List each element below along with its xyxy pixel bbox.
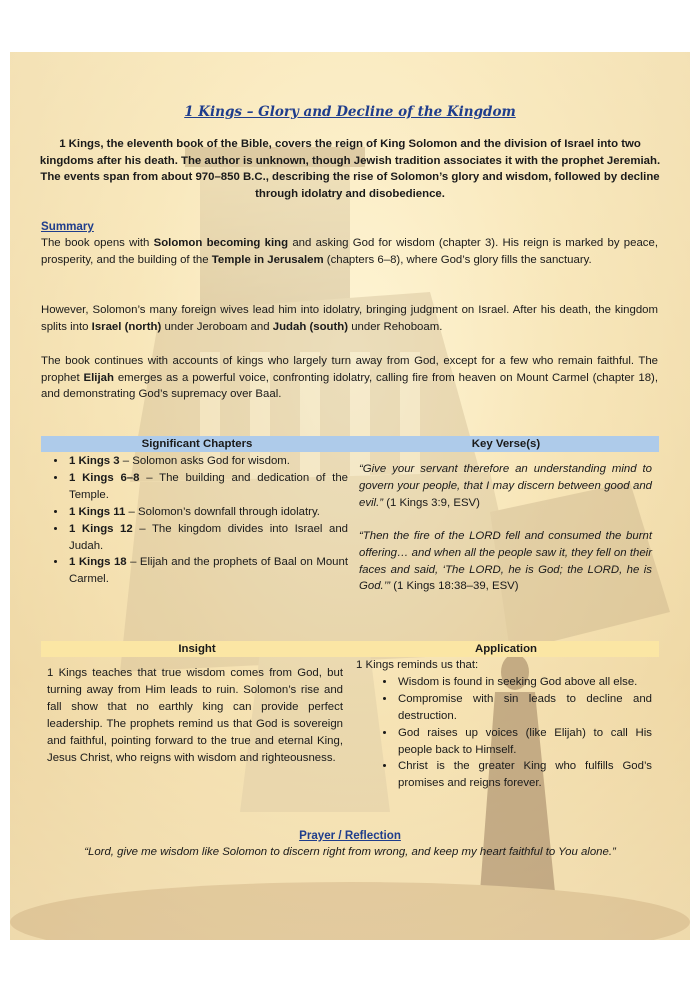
list-item: • 1 Kings 18 – Elijah and the prophets of Baal on Mount Carmel. (67, 554, 348, 588)
list-item: • 1 Kings 3 – Solomon asks God for wisdom. (67, 453, 348, 470)
chapters-heading: Significant Chapters (41, 436, 353, 452)
key-verses (359, 461, 652, 595)
summary-heading: Summary (41, 220, 94, 233)
application-lead: 1 Kings reminds us that: (356, 659, 479, 671)
chapters-list (41, 453, 348, 588)
list-item: • Christ is the greater King who fulfills God’s promises and reigns forever. (396, 758, 652, 792)
list-item: • 1 Kings 6–8 – The building and dedication of the Temple. (67, 470, 348, 504)
summary-paragraph-1: The book opens with Solomon becoming king and asking God for wisdom (chapter 3). His reign is marked by peace, prosperity, and the building of the Temple in Jerusalem (chapters 6–8), where God’s glory fills the sanctuary. (41, 237, 658, 266)
list-item: • God raises up voices (like Elijah) to call His people back to Himself. (396, 725, 652, 759)
list-item: • Compromise with sin leads to decline and destruction. (396, 691, 652, 725)
intro-paragraph: 1 Kings, the eleventh book of the Bible, covers the reign of King Solomon and the division of Israel into two kingdoms after his death. The author is unknown, though Jewish tradition associates it with the prophet Jeremiah. The events span from about 970–850 B.C., describing the rise of Solomon’s glory and wisdom, followed by decline through idolatry and disobedience. (39, 138, 661, 200)
document-page (10, 52, 690, 940)
summary-paragraph-2: However, Solomon’s many foreign wives lead him into idolatry, bringing judgment on Israel. After his death, the kingdom splits into Israel (north) under Jeroboam and Judah (south) under Rehoboam. (41, 304, 658, 333)
list-item: • 1 Kings 11 – Solomon’s downfall through idolatry. (67, 504, 348, 521)
page-title: 1 Kings – Glory and Decline of the Kingdom (184, 104, 516, 120)
key-verse-2: “Then the fire of the LORD fell and consumed the burnt offering… and when all the people saw it, they fell on their faces and said, ‘The LORD, he is God; the LORD, he is God.’” (1 Kings 18:38–39, ESV) (359, 529, 652, 593)
prayer-text: “Lord, give me wisdom like Solomon to discern right from wrong, and keep my heart faithful to You alone.” (84, 846, 616, 858)
prayer-heading: Prayer / Reflection (299, 829, 401, 842)
list-item: • 1 Kings 12 – The kingdom divides into Israel and Judah. (67, 521, 348, 555)
page-content (10, 52, 690, 940)
insight-heading: Insight (41, 641, 353, 657)
application-heading: Application (353, 641, 659, 657)
application-block (356, 657, 652, 792)
insight-text: 1 Kings teaches that true wisdom comes from God, but turning away from Him leads to ruin. Solomon’s rise and fall show that no earthly king can provide perfect leadership. The prophets remind us that God is sovereign and faithful, pointing forward to the true and eternal King, Jesus Christ, who reigns with wisdom and righteousness. (47, 667, 343, 764)
summary-paragraph-3: The book continues with accounts of kings who largely turn away from God, except for a few who remain faithful. The prophet Elijah emerges as a powerful voice, confronting idolatry, calling fire from heaven on Mount Carmel (chapter 18), and demonstrating God’s supremacy over Baal. (41, 355, 658, 401)
list-item: • Wisdom is found in seeking God above all else. (396, 674, 652, 691)
verses-heading: Key Verse(s) (353, 436, 659, 452)
key-verse-1: “Give your servant therefore an understanding mind to govern your people, that I may discern between good and evil.” (1 Kings 3:9, ESV) (359, 463, 652, 509)
